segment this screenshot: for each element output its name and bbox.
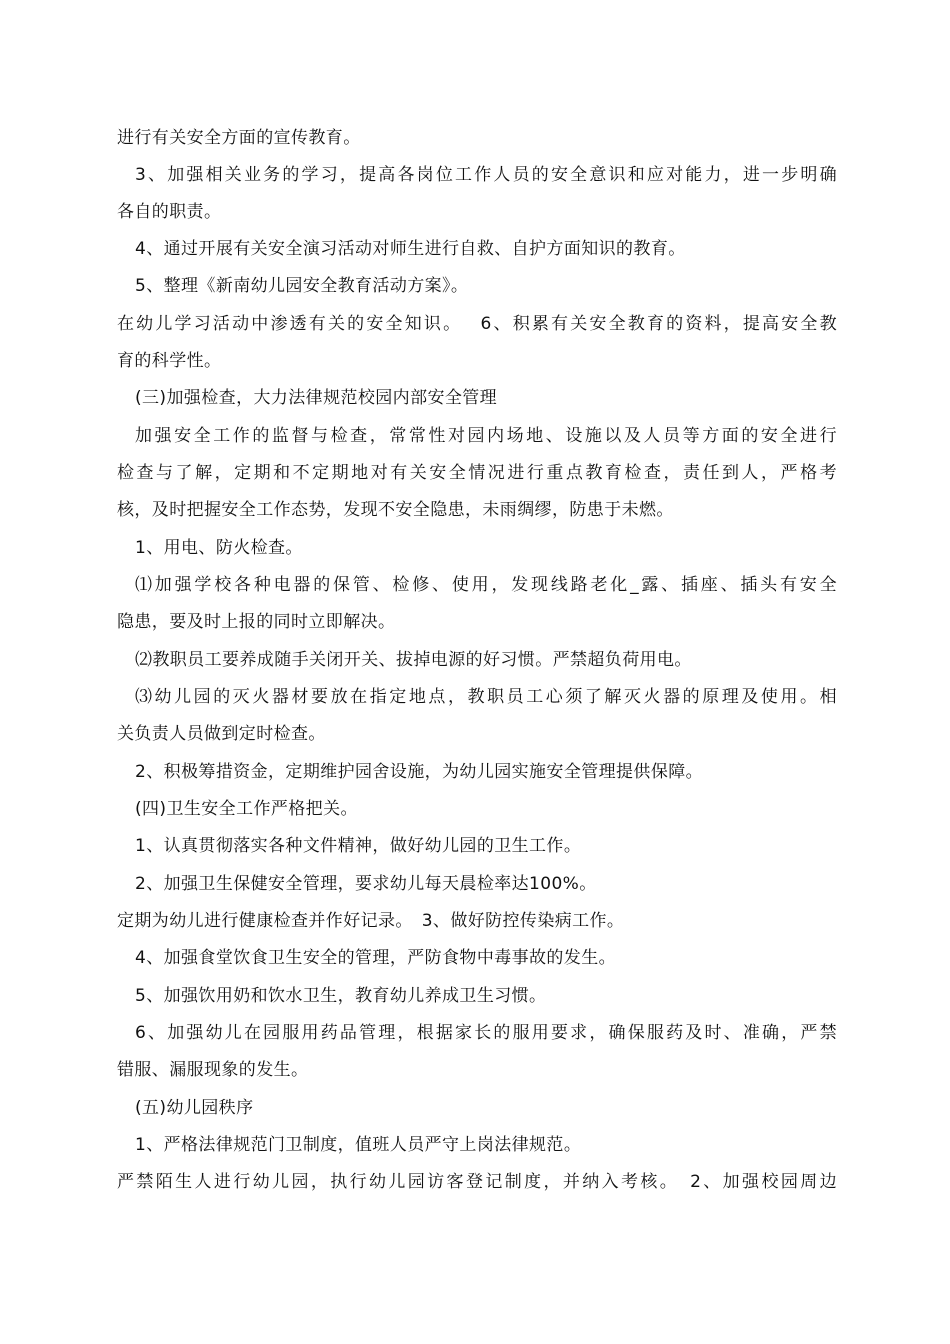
section-heading: (五)幼儿园秩序 bbox=[135, 1098, 254, 1118]
text-line: 1、认真贯彻落实各种文件精神，做好幼儿园的卫生工作。 bbox=[135, 836, 582, 856]
text-line: 核，及时把握安全工作态势，发现不安全隐患，未雨绸缪，防患于未燃。 bbox=[117, 500, 674, 520]
text-line: ⑵教职员工要养成随手关闭开关、拔掉电源的好习惯。严禁超负荷用电。 bbox=[135, 650, 692, 670]
text-line: 关负责人员做到定时检查。 bbox=[117, 724, 326, 744]
text-line: 1、用电、防火检查。 bbox=[135, 538, 303, 558]
text-line: ⑴加强学校各种电器的保管、检修、使用，发现线路老化_露、插座、插头有安全 bbox=[135, 575, 837, 595]
text-line: 加强安全工作的监督与检查，常常性对园内场地、设施以及人员等方面的安全进行 bbox=[135, 426, 837, 446]
section-heading: (三)加强检查，大力法律规范校园内部安全管理 bbox=[135, 388, 498, 408]
text-line: 定期为幼儿进行健康检查并作好记录。 3、做好防控传染病工作。 bbox=[117, 911, 625, 931]
text-line: 在幼儿学习活动中渗透有关的安全知识。 6、积累有关安全教育的资料，提高安全教 bbox=[117, 314, 837, 334]
text-line: 各自的职责。 bbox=[117, 202, 222, 222]
text-line: 严禁陌生人进行幼儿园，执行幼儿园访客登记制度，并纳入考核。 2、加强校园周边 bbox=[117, 1172, 837, 1192]
text-line: 6、加强幼儿在园服用药品管理，根据家长的服用要求，确保服药及时、准确，严禁 bbox=[135, 1023, 837, 1043]
text-line: 隐患，要及时上报的同时立即解决。 bbox=[117, 612, 396, 632]
text-line: 1、严格法律规范门卫制度，值班人员严守上岗法律规范。 bbox=[135, 1135, 582, 1155]
text-line: 3、加强相关业务的学习，提高各岗位工作人员的安全意识和应对能力，进一步明确 bbox=[135, 165, 837, 185]
text-line: 5、加强饮用奶和饮水卫生，教育幼儿养成卫生习惯。 bbox=[135, 986, 547, 1006]
text-line: 育的科学性。 bbox=[117, 351, 222, 371]
text-line: ⑶幼儿园的灭火器材要放在指定地点，教职员工心须了解灭火器的原理及使用。相 bbox=[135, 687, 837, 707]
text-line: 检查与了解，定期和不定期地对有关安全情况进行重点教育检查，责任到人，严格考 bbox=[117, 463, 837, 483]
section-heading: (四)卫生安全工作严格把关。 bbox=[135, 799, 358, 819]
text-line: 2、积极筹措资金，定期维护园舍设施，为幼儿园实施安全管理提供保障。 bbox=[135, 762, 704, 782]
text-line: 错服、漏服现象的发生。 bbox=[117, 1060, 309, 1080]
text-line: 4、通过开展有关安全演习活动对师生进行自救、自护方面知识的教育。 bbox=[135, 239, 686, 259]
text-line: 5、整理《新南幼儿园安全教育活动方案》。 bbox=[135, 276, 469, 296]
text-line: 2、加强卫生保健安全管理，要求幼儿每天晨检率达100%。 bbox=[135, 874, 597, 894]
text-line: 4、加强食堂饮食卫生安全的管理，严防食物中毒事故的发生。 bbox=[135, 948, 617, 968]
text-line: 进行有关安全方面的宣传教育。 bbox=[117, 128, 361, 148]
